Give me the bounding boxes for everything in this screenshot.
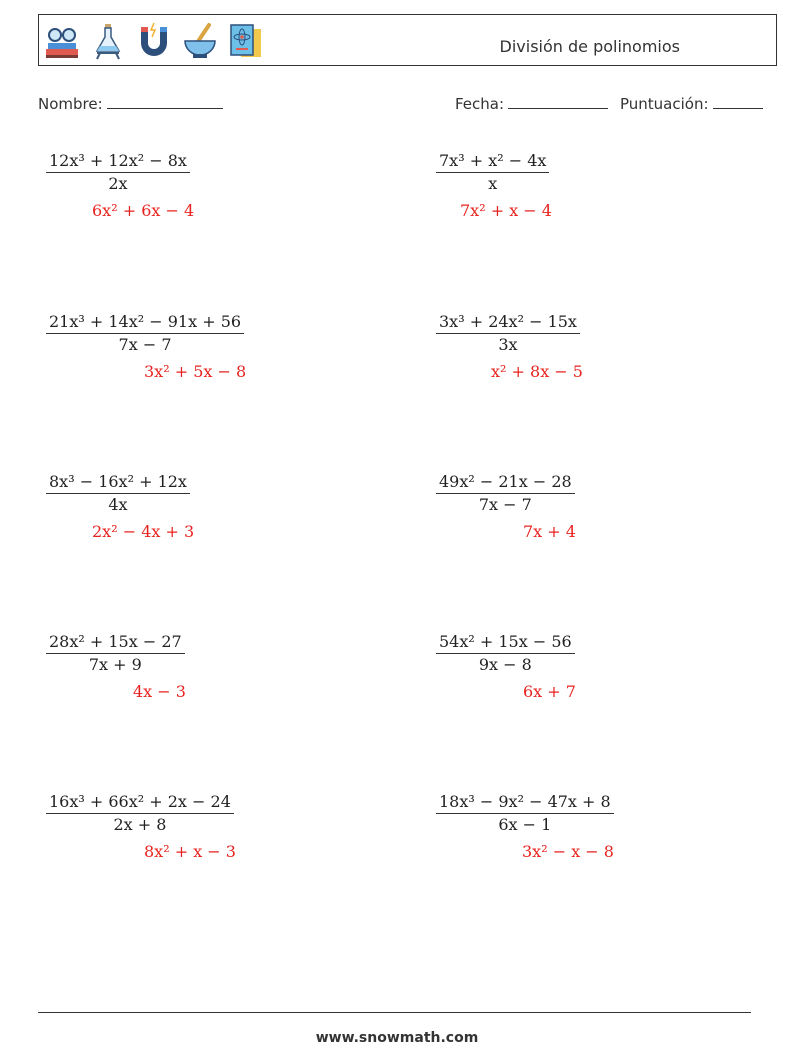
fraction bbox=[46, 150, 190, 195]
numerator: 12x³ + 12x² − 8x bbox=[49, 151, 187, 170]
answer-9: 8x² + x − 3 bbox=[144, 842, 236, 861]
problem-2 bbox=[436, 150, 549, 195]
name-blank bbox=[107, 94, 223, 109]
name-field bbox=[38, 94, 223, 113]
fraction bbox=[46, 311, 244, 356]
answer-1: 6x² + 6x − 4 bbox=[92, 201, 195, 220]
problem-4 bbox=[436, 311, 580, 356]
problem-7 bbox=[46, 631, 185, 676]
fraction bbox=[46, 471, 190, 516]
answer-8: 6x + 7 bbox=[523, 682, 576, 701]
flask-icon bbox=[89, 21, 127, 61]
answer-7: 4x − 3 bbox=[133, 682, 186, 701]
mortar-pestle-icon bbox=[181, 21, 219, 61]
denominator: 2x bbox=[46, 172, 190, 195]
magnet-icon bbox=[135, 21, 173, 61]
numerator: 49x² − 21x − 28 bbox=[439, 472, 572, 491]
denominator: 9x − 8 bbox=[436, 653, 575, 676]
problem-9 bbox=[46, 791, 234, 836]
worksheet-header bbox=[38, 14, 777, 66]
problem-8 bbox=[436, 631, 575, 676]
score-blank bbox=[713, 94, 763, 109]
denominator: x bbox=[436, 172, 549, 195]
problem-6 bbox=[436, 471, 575, 516]
header-icons bbox=[43, 21, 265, 61]
fraction bbox=[436, 631, 575, 676]
date-field bbox=[455, 94, 608, 113]
numerator: 18x³ − 9x² − 47x + 8 bbox=[439, 792, 611, 811]
numerator: 16x³ + 66x² + 2x − 24 bbox=[49, 792, 231, 811]
answer-2: 7x² + x − 4 bbox=[460, 201, 552, 220]
fraction bbox=[436, 311, 580, 356]
denominator: 2x + 8 bbox=[46, 813, 234, 836]
glasses-books-icon bbox=[43, 21, 81, 61]
answer-3: 3x² + 5x − 8 bbox=[144, 362, 247, 381]
date-blank bbox=[508, 94, 608, 109]
fraction bbox=[46, 791, 234, 836]
problem-10 bbox=[436, 791, 614, 836]
denominator: 6x − 1 bbox=[436, 813, 614, 836]
answer-10: 3x² − x − 8 bbox=[522, 842, 614, 861]
fraction bbox=[436, 471, 575, 516]
date-label: Fecha: bbox=[455, 95, 505, 113]
denominator: 3x bbox=[436, 333, 580, 356]
score-field bbox=[620, 94, 763, 113]
footer-divider bbox=[38, 1012, 751, 1013]
numerator: 54x² + 15x − 56 bbox=[439, 632, 572, 651]
answer-5: 2x² − 4x + 3 bbox=[92, 522, 195, 541]
denominator: 4x bbox=[46, 493, 190, 516]
worksheet-title: División de polinomios bbox=[499, 37, 680, 56]
answer-4: x² + 8x − 5 bbox=[491, 362, 583, 381]
numerator: 7x³ + x² − 4x bbox=[439, 151, 547, 170]
problem-1 bbox=[46, 150, 190, 195]
denominator: 7x − 7 bbox=[436, 493, 575, 516]
problem-5 bbox=[46, 471, 190, 516]
atom-book-icon bbox=[227, 21, 265, 61]
numerator: 8x³ − 16x² + 12x bbox=[49, 472, 187, 491]
problem-3 bbox=[46, 311, 244, 356]
fraction bbox=[46, 631, 185, 676]
denominator: 7x − 7 bbox=[46, 333, 244, 356]
answer-6: 7x + 4 bbox=[523, 522, 576, 541]
name-label: Nombre: bbox=[38, 95, 103, 113]
score-label: Puntuación: bbox=[620, 95, 709, 113]
numerator: 3x³ + 24x² − 15x bbox=[439, 312, 577, 331]
fraction bbox=[436, 150, 549, 195]
footer-url: www.snowmath.com bbox=[315, 1030, 479, 1046]
fraction bbox=[436, 791, 614, 836]
numerator: 28x² + 15x − 27 bbox=[49, 632, 182, 651]
denominator: 7x + 9 bbox=[46, 653, 185, 676]
numerator: 21x³ + 14x² − 91x + 56 bbox=[49, 312, 242, 331]
